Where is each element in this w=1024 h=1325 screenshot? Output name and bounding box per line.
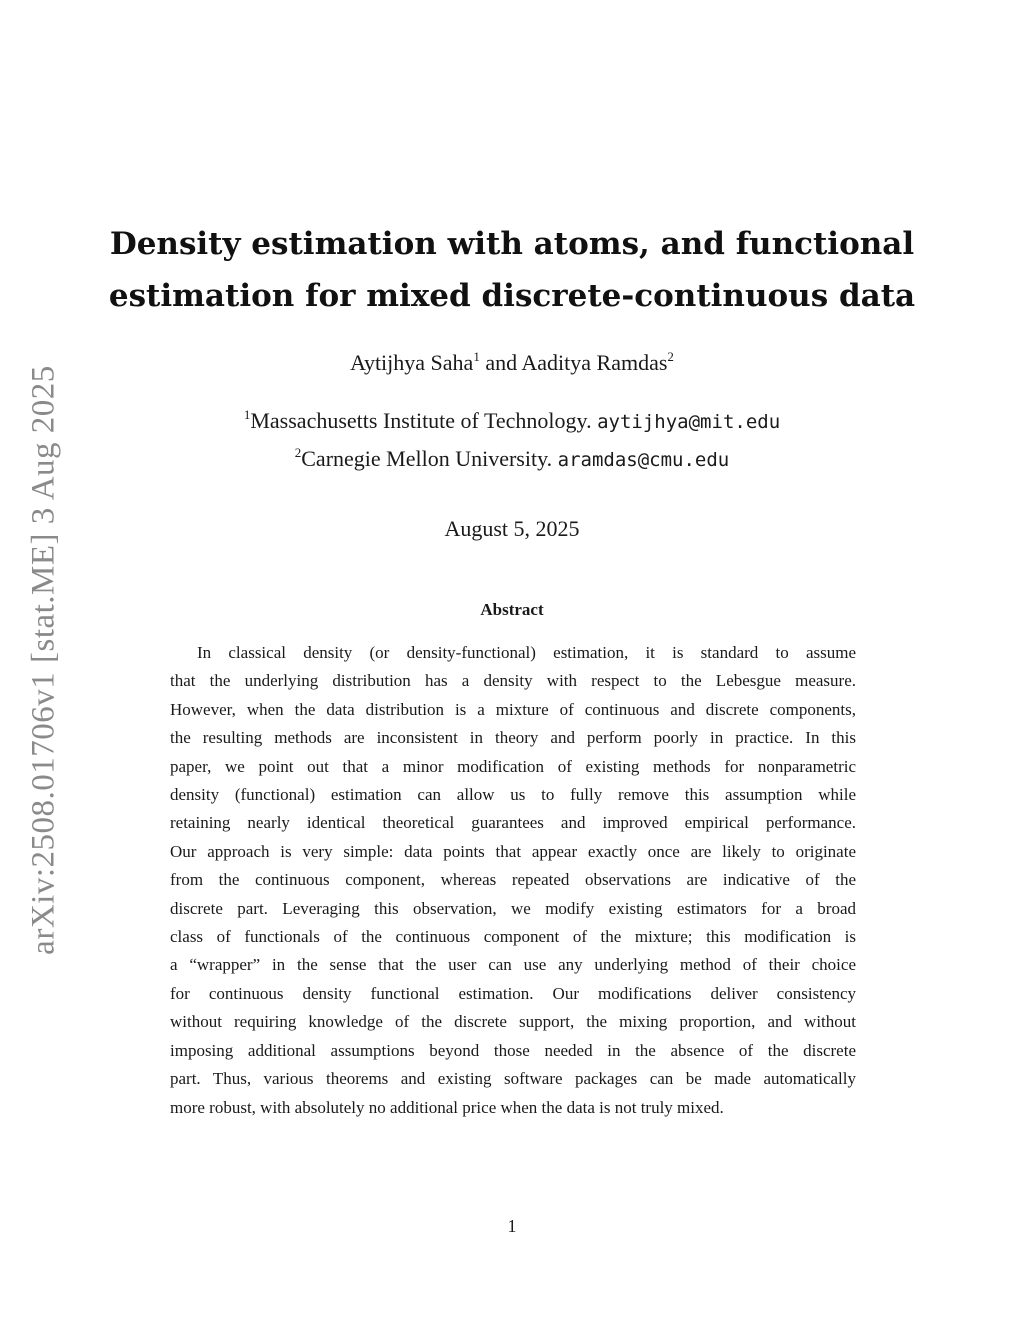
page-number: 1: [507, 1216, 517, 1236]
abstract-line: retaining nearly identical theoretical guarantees and improved empirical performance.: [170, 813, 856, 833]
author-name: Aytijhya Saha: [350, 350, 474, 375]
abstract-line: without requiring knowledge of the discrete support, the mixing proportion, and without: [170, 1012, 856, 1032]
abstract-line: imposing additional assumptions beyond those needed in the absence of the discrete: [170, 1040, 856, 1060]
abstract-line: the resulting methods are inconsistent in theory and perform poorly in practice. In this: [170, 728, 856, 748]
abstract-line: density (functional) estimation can allow us to fully remove this assumption while: [170, 785, 856, 805]
publication-date: August 5, 2025: [444, 516, 580, 541]
author-list: [0, 348, 1024, 378]
affiliation-mark: 2: [294, 445, 302, 460]
paper-title: [0, 218, 1024, 322]
affiliation-line: [0, 406, 1024, 437]
abstract-line: for continuous density functional estimation. Our modifications deliver consistency: [170, 983, 856, 1003]
abstract-line: discrete part. Leveraging this observation, we modify existing estimators for a broad: [170, 898, 856, 918]
author-connector: and: [479, 350, 522, 375]
abstract-body: [170, 639, 856, 1122]
affiliation-institution: Carnegie Mellon University.: [301, 446, 558, 471]
affiliation-mark: 2: [667, 349, 674, 364]
author-name: Aaditya Ramdas: [521, 350, 668, 375]
title-line: estimation for mixed discrete-continuous data: [108, 278, 916, 314]
abstract-line: that the underlying distribution has a density with respect to the Lebesgue measure.: [170, 671, 856, 691]
author-email[interactable]: aytijhya@mit.edu: [597, 411, 781, 433]
abstract-line: paper, we point out that a minor modification of existing methods for nonparametric: [170, 756, 856, 776]
affiliation-institution: Massachusetts Institute of Technology.: [250, 408, 598, 433]
abstract-line: more robust, with absolutely no additional price when the data is not truly mixed.: [170, 1097, 724, 1117]
abstract-line: part. Thus, various theorems and existing software packages can be made automatically: [170, 1069, 856, 1089]
author-email[interactable]: aramdas@cmu.edu: [557, 449, 730, 471]
abstract-line: a “wrapper” in the sense that the user can use any underlying method of their choice: [170, 955, 856, 975]
abstract-heading: Abstract: [480, 600, 544, 619]
affiliation-mark: 1: [243, 407, 251, 422]
affiliation-line: [0, 444, 1024, 475]
abstract-line: from the continuous component, whereas repeated observations are indicative of the: [170, 870, 856, 890]
abstract-line: Our approach is very simple: data points that appear exactly once are likely to originate: [170, 841, 856, 861]
abstract-line: In classical density (or density-functional) estimation, it is standard to assume: [197, 643, 856, 662]
abstract-line: However, when the data distribution is a mixture of continuous and discrete components,: [170, 699, 856, 719]
arxiv-identifier-stamp: arXiv:2508.01706v1 [stat.ME] 3 Aug 2025: [25, 365, 62, 955]
title-line: Density estimation with atoms, and functional: [109, 226, 915, 262]
abstract-line: class of functionals of the continuous component of the mixture; this modification is: [170, 927, 856, 947]
affiliation-mark: 1: [473, 349, 480, 364]
